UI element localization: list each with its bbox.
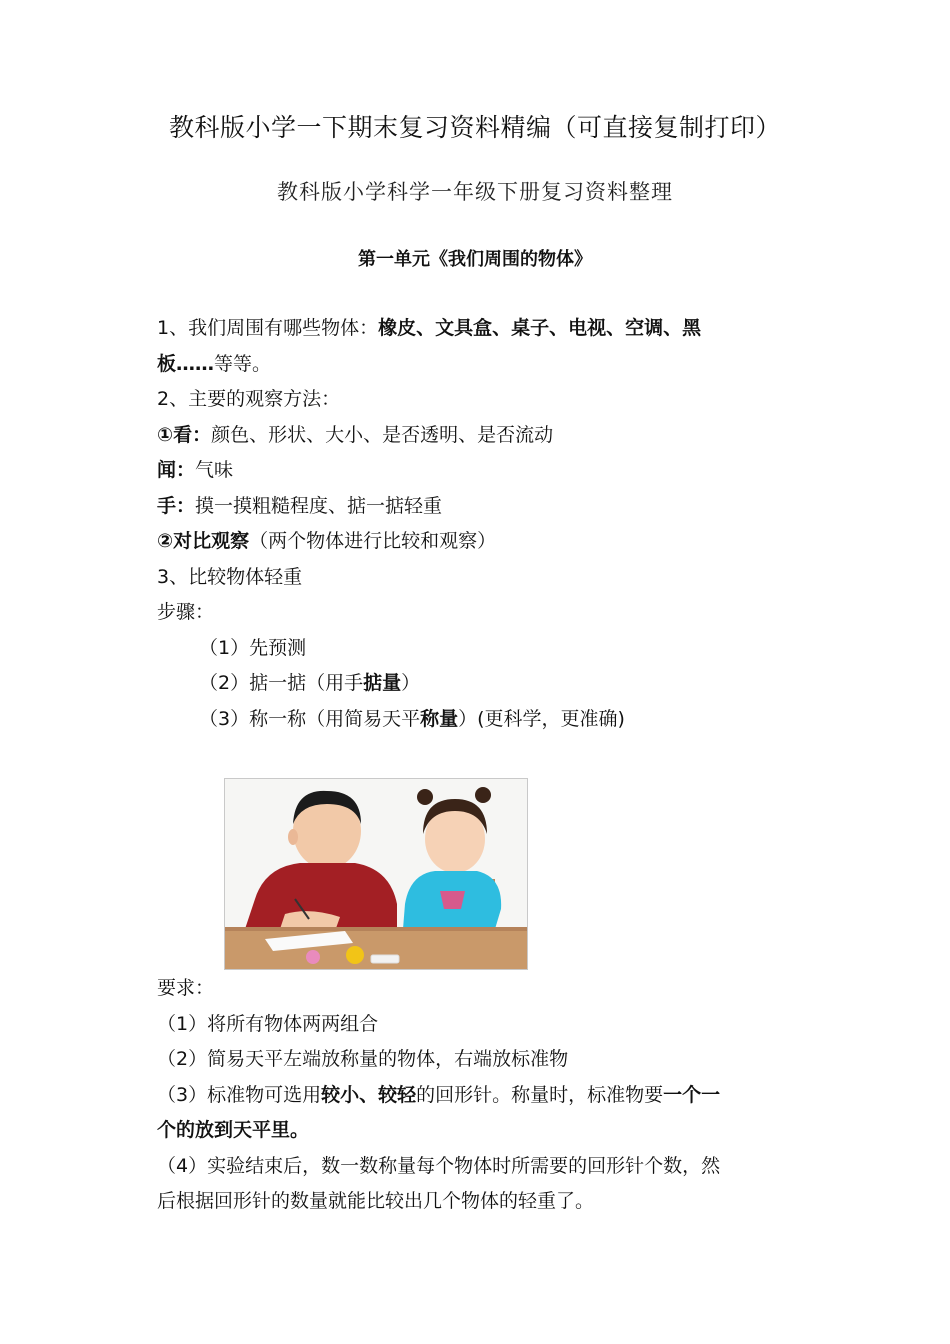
requirement-3-line2 — [157, 1113, 797, 1149]
requirement-3-text-a: （3）标准物可选用 — [157, 1083, 322, 1106]
requirements-label: 要求： — [157, 977, 215, 999]
question-2: 2、主要的观察方法： — [157, 388, 341, 410]
method-look — [157, 418, 797, 454]
step-2-text: （2）掂一掂（用手 — [199, 672, 364, 694]
step-2-close: ） — [401, 672, 421, 694]
method-smell — [157, 453, 797, 489]
method-hand — [157, 489, 797, 525]
question-1-objects: 橡皮、文具盒、桌子、电视、空调、黑 — [378, 317, 702, 339]
requirement-3-bold-c: 个的放到天平里。 — [157, 1119, 310, 1141]
section-requirements — [157, 971, 797, 1220]
steps-label: 步骤： — [157, 601, 215, 623]
question-1-prefix: 1、我们周围有哪些物体： — [157, 317, 379, 339]
requirement-4-line1: （4）实验结束后，数一数称量每个物体时所需要的回形针个数，然 — [157, 1154, 721, 1177]
method-hand-label: 手： — [157, 494, 196, 517]
unit-heading: 第一单元《我们周围的物体》 — [358, 249, 592, 270]
section-observation — [157, 311, 797, 737]
step-3-bold: 称量 — [420, 707, 459, 730]
method-look-text: 颜色、形状、大小、是否透明、是否流动 — [211, 423, 554, 446]
method-compare-label: ②对比观察 — [157, 530, 250, 552]
question-1-suffix: 等等。 — [214, 352, 272, 375]
question-1-line1 — [157, 311, 797, 347]
question-1-objects-cont: 板…… — [157, 352, 215, 375]
step-3-close: ）(更科学，更准确) — [458, 707, 625, 730]
step-2 — [157, 666, 797, 702]
children-weighing-photo — [224, 778, 528, 970]
method-compare-text: （两个物体进行比较和观察） — [249, 530, 497, 552]
step-3-text: （3）称一称（用简易天平 — [199, 707, 421, 730]
requirement-3-bold-a: 较小、较轻 — [321, 1083, 417, 1106]
requirement-2: （2）简易天平左端放称量的物体，右端放标准物 — [157, 1048, 569, 1070]
requirement-3-line1 — [157, 1078, 797, 1114]
step-1: （1）先预测 — [199, 636, 307, 659]
method-compare — [157, 524, 797, 560]
requirement-4-line2: 后根据回形针的数量就能比较出几个物体的轻重了。 — [157, 1190, 595, 1212]
requirement-3-bold-b: 一个一 — [663, 1083, 721, 1106]
method-look-label: ①看： — [157, 423, 212, 446]
document-title: 教科版小学一下期末复习资料精编（可直接复制打印） — [168, 113, 781, 142]
step-3 — [157, 702, 797, 738]
document-subtitle: 教科版小学科学一年级下册复习资料整理 — [277, 180, 673, 204]
requirement-3-text-b: 的回形针。称量时，标准物要 — [416, 1083, 664, 1106]
step-2-bold: 掂量 — [363, 672, 402, 694]
method-smell-label: 闻： — [157, 459, 196, 481]
method-hand-text: 摸一摸粗糙程度、掂一掂轻重 — [195, 494, 443, 517]
question-3: 3、比较物体轻重 — [157, 565, 303, 588]
question-1-line2 — [157, 347, 797, 383]
method-smell-text: 气味 — [195, 459, 234, 481]
requirement-1: （1）将所有物体两两组合 — [157, 1012, 379, 1035]
